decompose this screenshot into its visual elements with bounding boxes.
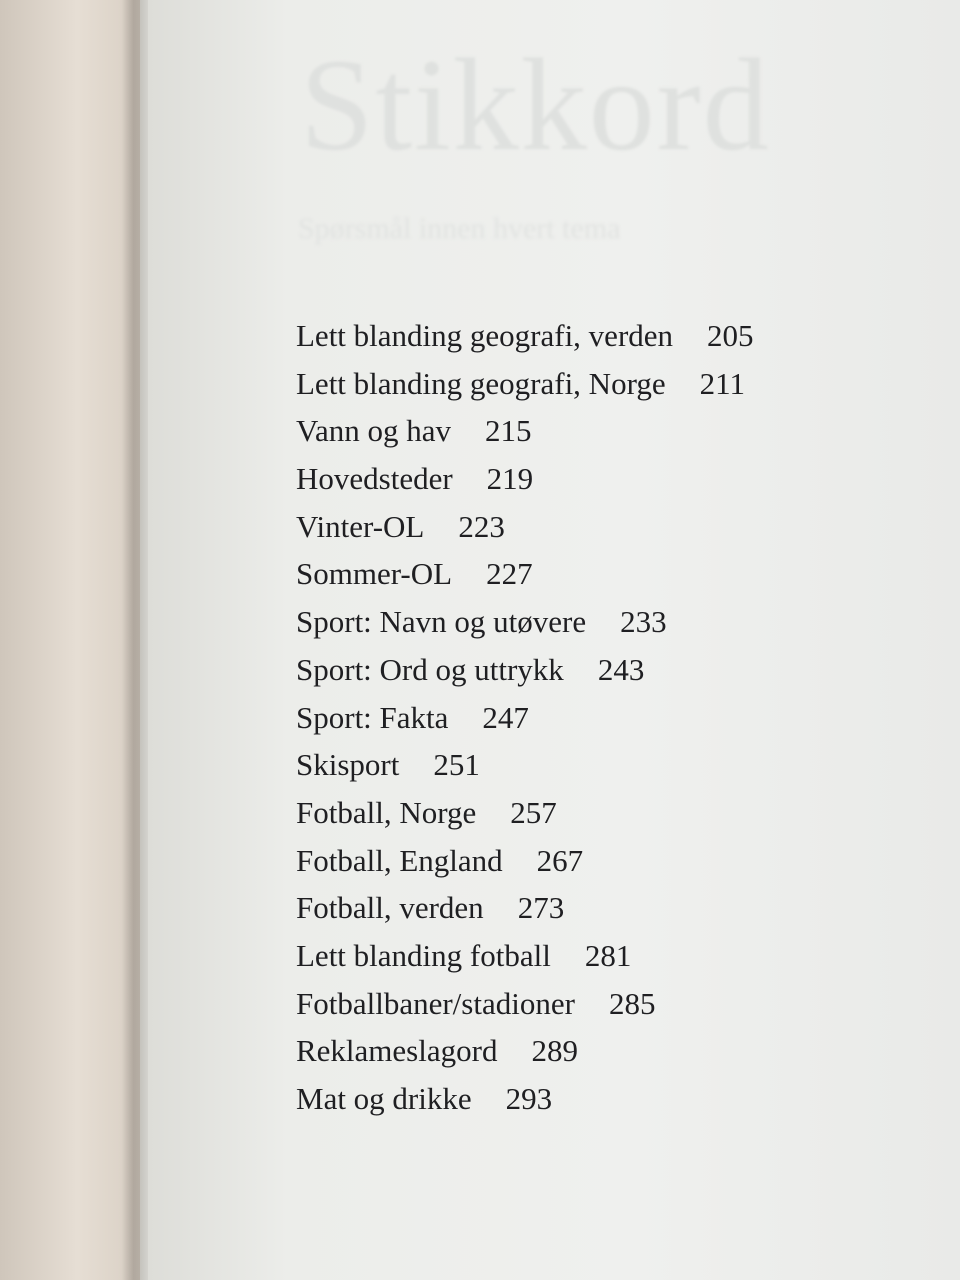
toc-entry-page: 227	[486, 556, 533, 592]
toc-entry	[296, 884, 754, 932]
toc-entry	[296, 407, 754, 455]
toc-entry-title: Lett blanding geografi, Norge	[296, 365, 666, 401]
table-of-contents	[296, 312, 754, 1123]
toc-entry-title: Sport: Fakta	[296, 699, 449, 735]
toc-entry	[296, 1075, 754, 1123]
toc-entry	[296, 646, 754, 694]
toc-entry-title: Sommer-OL	[296, 556, 453, 592]
toc-entry-title: Sport: Navn og utøvere	[296, 604, 587, 640]
toc-entry-page: 233	[620, 604, 667, 640]
toc-entry	[296, 550, 754, 598]
toc-entry-page: 205	[707, 318, 754, 353]
toc-entry-page: 285	[608, 985, 656, 1021]
toc-entry-page: 267	[536, 842, 584, 878]
toc-entry-title: Fotball, Norge	[296, 794, 477, 830]
toc-entry	[296, 598, 754, 646]
toc-entry	[296, 455, 754, 503]
faded-chapter-title: Stikkord	[300, 31, 771, 178]
toc-entry	[296, 789, 754, 837]
toc-entry-title: Reklameslagord	[296, 1033, 498, 1069]
toc-entry-page: 289	[531, 1033, 578, 1069]
toc-entry-page: 223	[458, 508, 505, 544]
toc-entry-page: 219	[486, 461, 534, 497]
toc-entry	[296, 1027, 754, 1075]
toc-entry-page: 243	[597, 651, 645, 687]
toc-entry-title: Vinter-OL	[296, 508, 425, 544]
toc-entry-page: 281	[584, 937, 632, 973]
toc-entry-title: Fotball, England	[296, 842, 503, 878]
toc-entry-page: 211	[699, 365, 745, 401]
toc-entry	[296, 837, 754, 885]
toc-entry	[296, 694, 754, 742]
toc-entry	[296, 932, 754, 980]
toc-entry-page: 257	[510, 794, 557, 830]
toc-entry-title: Fotball, verden	[296, 890, 484, 926]
toc-entry-page: 251	[433, 747, 480, 783]
toc-entry	[296, 980, 754, 1028]
toc-entry	[296, 503, 754, 551]
toc-entry	[296, 360, 754, 408]
toc-entry-title: Fotballbaner/stadioner	[296, 985, 575, 1021]
toc-entry-page: 273	[517, 890, 565, 926]
toc-entry-title: Lett blanding fotball	[296, 937, 551, 973]
faded-chapter-subtitle: Spørsmål innen hvert tema	[298, 212, 621, 245]
toc-entry-page: 293	[505, 1081, 553, 1116]
toc-entry	[296, 312, 754, 360]
toc-entry-title: Mat og drikke	[296, 1081, 472, 1116]
toc-entry-title: Skisport	[296, 747, 400, 783]
toc-entry-title: Sport: Ord og uttrykk	[296, 651, 564, 687]
left-page	[0, 0, 140, 1280]
toc-entry-title: Hovedsteder	[296, 461, 453, 497]
toc-entry-page: 215	[484, 413, 532, 449]
toc-entry-title: Vann og hav	[296, 413, 451, 449]
toc-entry-page: 247	[482, 699, 529, 735]
book-gutter	[122, 0, 148, 1280]
toc-entry	[296, 741, 754, 789]
toc-entry-title: Lett blanding geografi, verden	[296, 318, 674, 353]
